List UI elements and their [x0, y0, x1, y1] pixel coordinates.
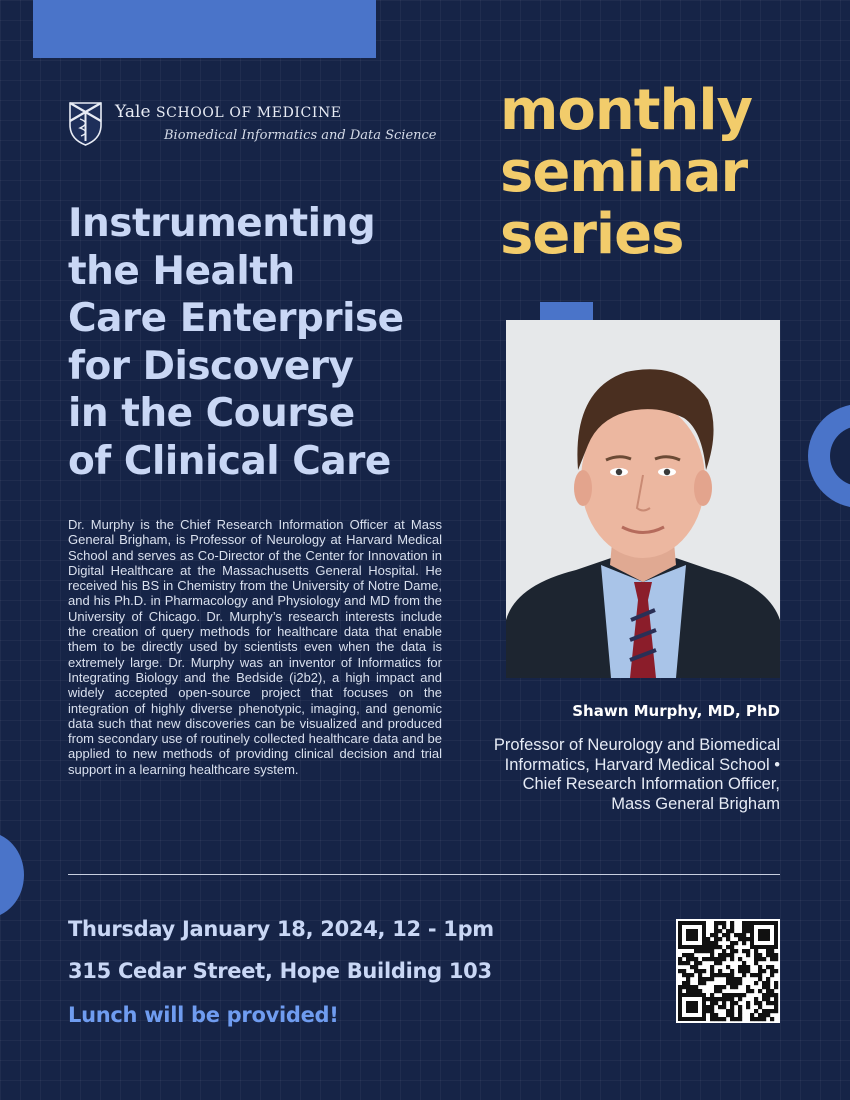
department-name: Biomedical Informatics and Data Science: [164, 128, 437, 143]
talk-title-line: for Discovery: [68, 343, 354, 389]
talk-title-line: of Clinical Care: [68, 438, 391, 484]
speaker-bio: Dr. Murphy is the Chief Research Information Officer at Mass General Brigham, is Professor of Neurology at Harvard Medical School and serves as Co-Director of the Center for Innovation in Digital Healthcare at the Massachusetts General Hospital. He received his BS in Chemistry from the University of Notre Dame, and his Ph.D. in Pharmacology and Physiology and MD from the University of Chicago. Dr. Murphy’s research interests include the creation of query methods for healthcare data that enable them to be directly used by scientists even when the data is extremely large. Dr. Murphy was an inventor of Informatics for Integrating Biology and the Bedside (i2b2), a high impact and widely accepted open-source project that focuses on the integration of highly diverse phenotypic, imaging, and genomic data such that new discoveries can be visualized and produced from secondary use of routinely collected healthcare data and be applied to new methods of providing clinical decision and trial support in a learning healthcare system.: [68, 517, 442, 777]
talk-title-line: in the Course: [68, 391, 355, 437]
decorative-top-bar: [33, 0, 376, 58]
speaker-portrait-illustration: [506, 320, 780, 678]
series-heading-line: monthly: [500, 78, 753, 143]
yale-shield-icon: [68, 101, 103, 146]
institution-logo: [68, 101, 448, 149]
event-location: 315 Cedar Street, Hope Building 103: [68, 959, 492, 983]
talk-title-line: Care Enterprise: [68, 296, 404, 342]
speaker-photo: [506, 320, 780, 678]
qr-code-icon: [676, 919, 780, 1023]
series-heading-line: series: [500, 202, 684, 267]
event-date-time: Thursday January 18, 2024, 12 - 1pm: [68, 917, 494, 941]
school-name: [115, 102, 342, 122]
qr-code[interactable]: [676, 919, 780, 1023]
decorative-accent-block: [540, 302, 593, 321]
event-lunch-note: Lunch will be provided!: [68, 1003, 339, 1027]
talk-title: [68, 200, 468, 486]
series-heading-line: seminar: [500, 140, 748, 205]
school-name-secondary: SCHOOL OF MEDICINE: [155, 105, 342, 121]
school-name-primary: Yale: [115, 102, 151, 122]
series-heading: [500, 80, 820, 266]
section-divider: [68, 874, 780, 875]
speaker-name: Shawn Murphy, MD, PhD: [572, 702, 780, 720]
speaker-affiliation: Professor of Neurology and Biomedical Informatics, Harvard Medical School • Chief Research Information Officer, Mass General Brigham: [493, 736, 780, 813]
decorative-circle-left: [0, 832, 24, 918]
talk-title-line: the Health: [68, 248, 295, 294]
talk-title-line: Instrumenting: [68, 201, 376, 246]
